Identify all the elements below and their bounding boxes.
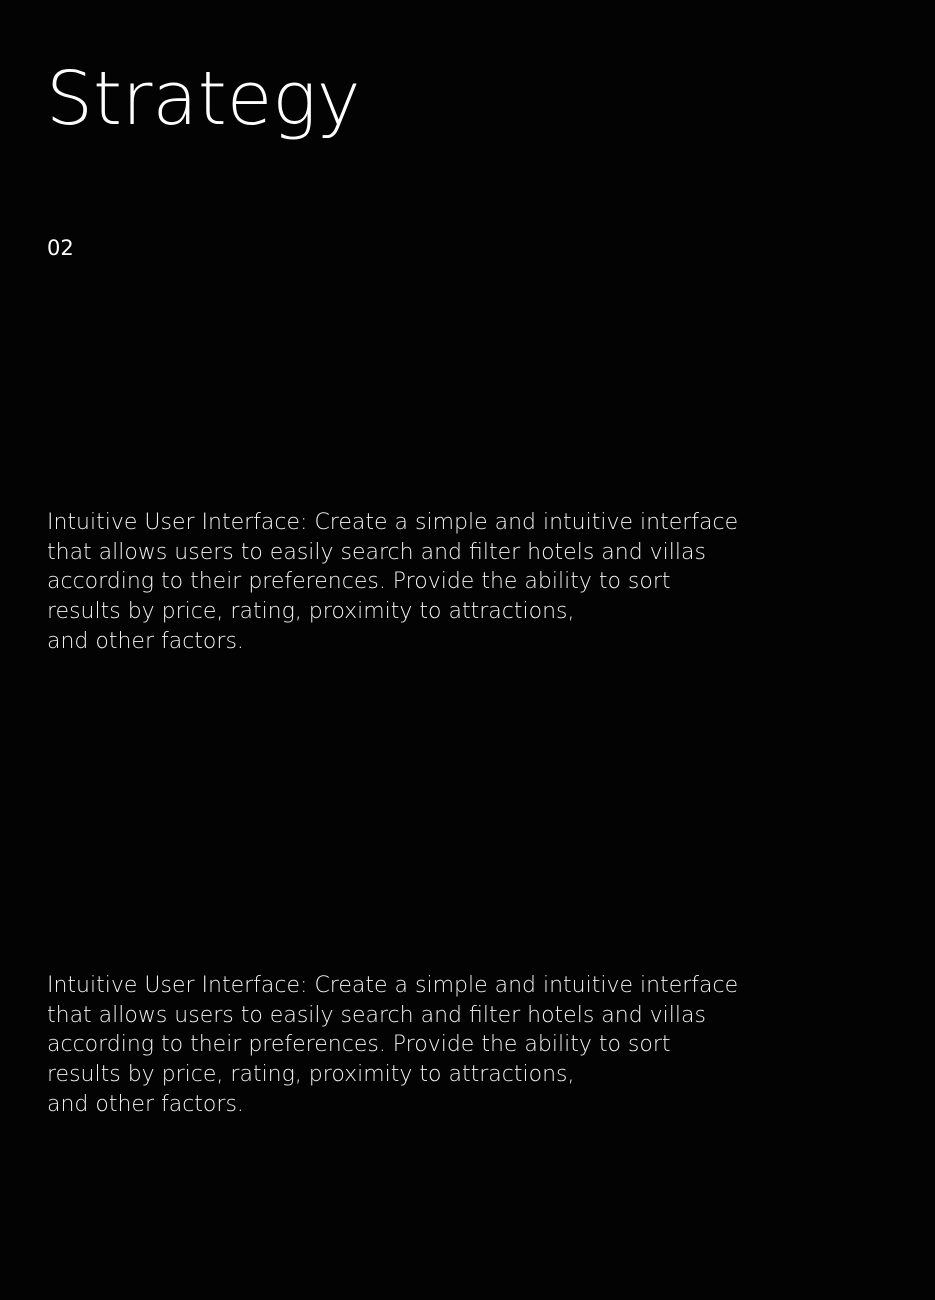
paragraph-line: according to their preferences. Provide the ability to sort — [47, 569, 671, 595]
paragraph-line: results by price, rating, proximity to attractions, — [47, 1062, 575, 1088]
paragraph-line: Intuitive User Interface: Create a simple and intuitive interface — [47, 510, 739, 535]
page-title: Strategy — [46, 56, 361, 142]
paragraph-line: and other factors. — [47, 628, 244, 654]
paragraph-line: that allows users to easily search and filter hotels and villas — [47, 539, 706, 565]
paragraph-line: Intuitive User Interface: Create a simple and intuitive interface — [47, 973, 739, 998]
paragraph-line: results by price, rating, proximity to attractions, — [47, 599, 575, 625]
paragraph-line: according to their preferences. Provide the ability to sort — [47, 1032, 671, 1058]
paragraph-line: and other factors. — [47, 1091, 244, 1117]
strategy-paragraph-2 — [47, 971, 887, 1120]
strategy-paragraph-1 — [47, 508, 887, 657]
section-number: 02 — [47, 236, 74, 260]
paragraph-line: that allows users to easily search and filter hotels and villas — [47, 1002, 706, 1028]
